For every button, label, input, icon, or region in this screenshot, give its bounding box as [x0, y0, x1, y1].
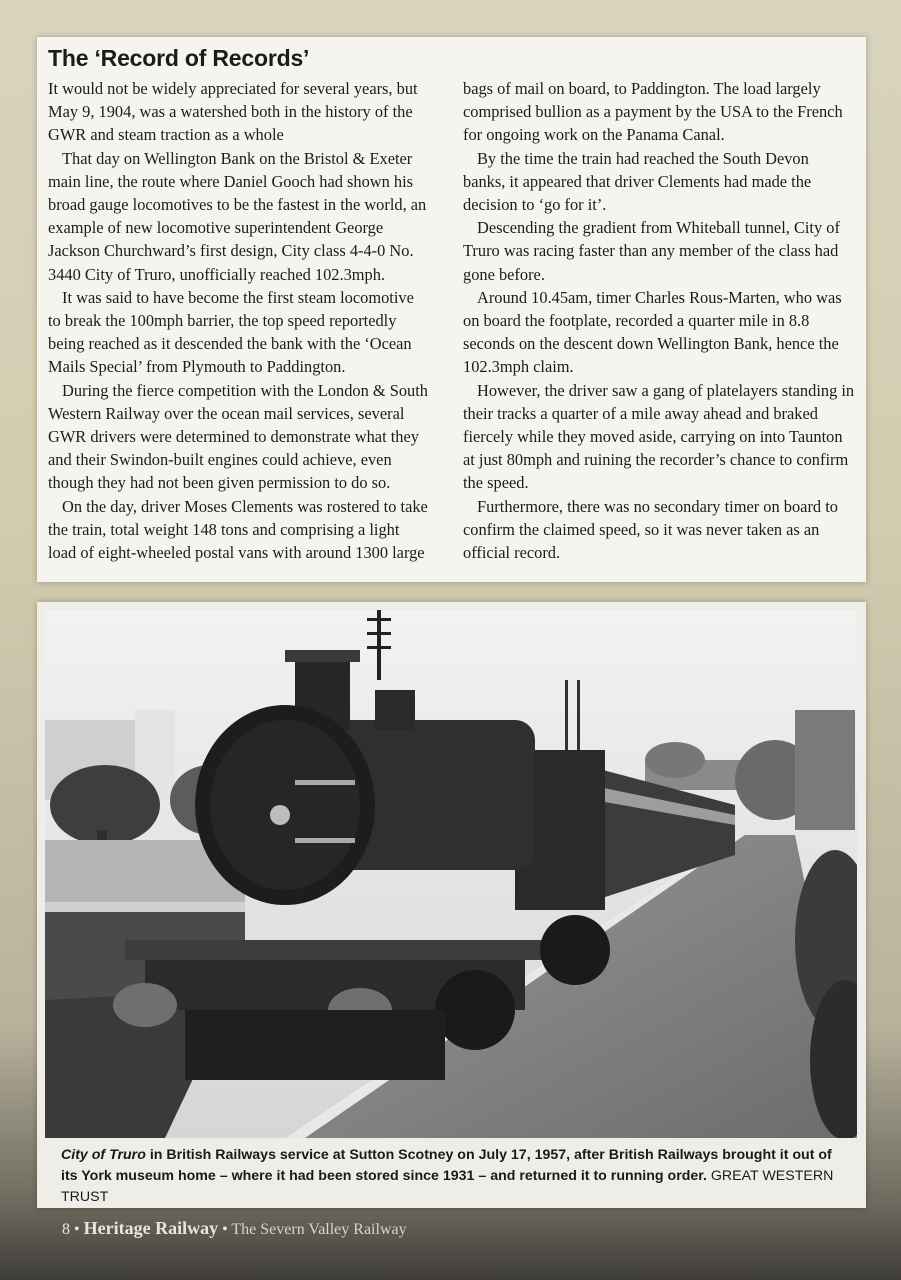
article-title: The ‘Record of Records’: [48, 45, 310, 71]
paragraph: However, the driver saw a gang of platelayers standing in their tracks a quarter of a mile away ahead and braked fiercely while they moved aside, carrying on into Taunton at just 80mph and ruining the recorder’s chance to confirm the speed.: [463, 380, 855, 493]
paragraph: bags of mail on board, to Paddington. The load largely comprised bullion as a payment by the USA to the French for ongoing work on the Panama Canal.: [463, 79, 843, 145]
photo-frame: [37, 602, 866, 1208]
footer-separator: •: [70, 1221, 84, 1238]
paragraph: On the day, driver Moses Clements was rostered to take the train, total weight 148 tons and comprising a light load of eight-wheeled postal vans with around 1300 large: [48, 496, 428, 563]
paragraph: During the fierce competition with the London & South Western Railway over the ocean mail services, several GWR drivers were determined to demonstrate what they and their Swindon-built engines could achieve, even though they had not been given permission to do so.: [48, 380, 428, 493]
magazine-name: Heritage Railway: [83, 1218, 219, 1238]
left-column: [48, 77, 430, 564]
footer-separator: •: [218, 1221, 232, 1238]
right-column: [463, 77, 855, 564]
paragraph: That day on Wellington Bank on the Bristol & Exeter main line, the route where Daniel Gooch had shown his broad gauge locomotives to be the fastest in the world, an example of new locomotive superintendent George Jackson Churchward’s first design, City class 4-4-0 No. 3440 City of Truro, unofficially reached 102.3mph.: [48, 148, 427, 284]
paragraph: Descending the gradient from Whiteball tunnel, City of Truro was racing faster than any member of the class had gone before.: [463, 218, 840, 284]
photo-caption: [61, 1145, 851, 1208]
article-panel: [37, 37, 866, 582]
paragraph: Around 10.45am, timer Charles Rous-Marten, who was on board the footplate, recorded a quarter mile in 8.8 seconds on the descent down Wellington Bank, hence the 102.3mph claim.: [463, 287, 842, 377]
paragraph: Furthermore, there was no secondary timer on board to confirm the claimed speed, so it was never taken as an official record.: [463, 496, 838, 563]
caption-title: City of Truro: [61, 1147, 146, 1163]
caption-credit: GREAT WESTERN TRUST: [61, 1168, 834, 1205]
paragraph: It was said to have become the first steam locomotive to break the 100mph barrier, the top speed reportedly being reached as it descended the bank with the ‘Ocean Mails Special’ from Plymouth to Paddington.: [48, 287, 414, 377]
section-name: The Severn Valley Railway: [231, 1221, 407, 1238]
locomotive-photo: [45, 610, 857, 1138]
photo-illustration: [45, 610, 857, 1138]
caption-text: in British Railways service at Sutton Scotney on July 17, 1957, after British Railways brought it out of its York museum home – where it had been stored since 1931 – and returned it to running order.: [61, 1147, 832, 1184]
paragraph: By the time the train had reached the South Devon banks, it appeared that driver Clements had made the decision to ‘go for it’.: [463, 148, 812, 215]
paragraph: It would not be widely appreciated for several years, but May 9, 1904, was a watershed both in the history of the GWR and steam traction as a whole: [48, 79, 418, 145]
page-number: 8: [62, 1221, 70, 1238]
page-footer: [62, 1218, 407, 1239]
